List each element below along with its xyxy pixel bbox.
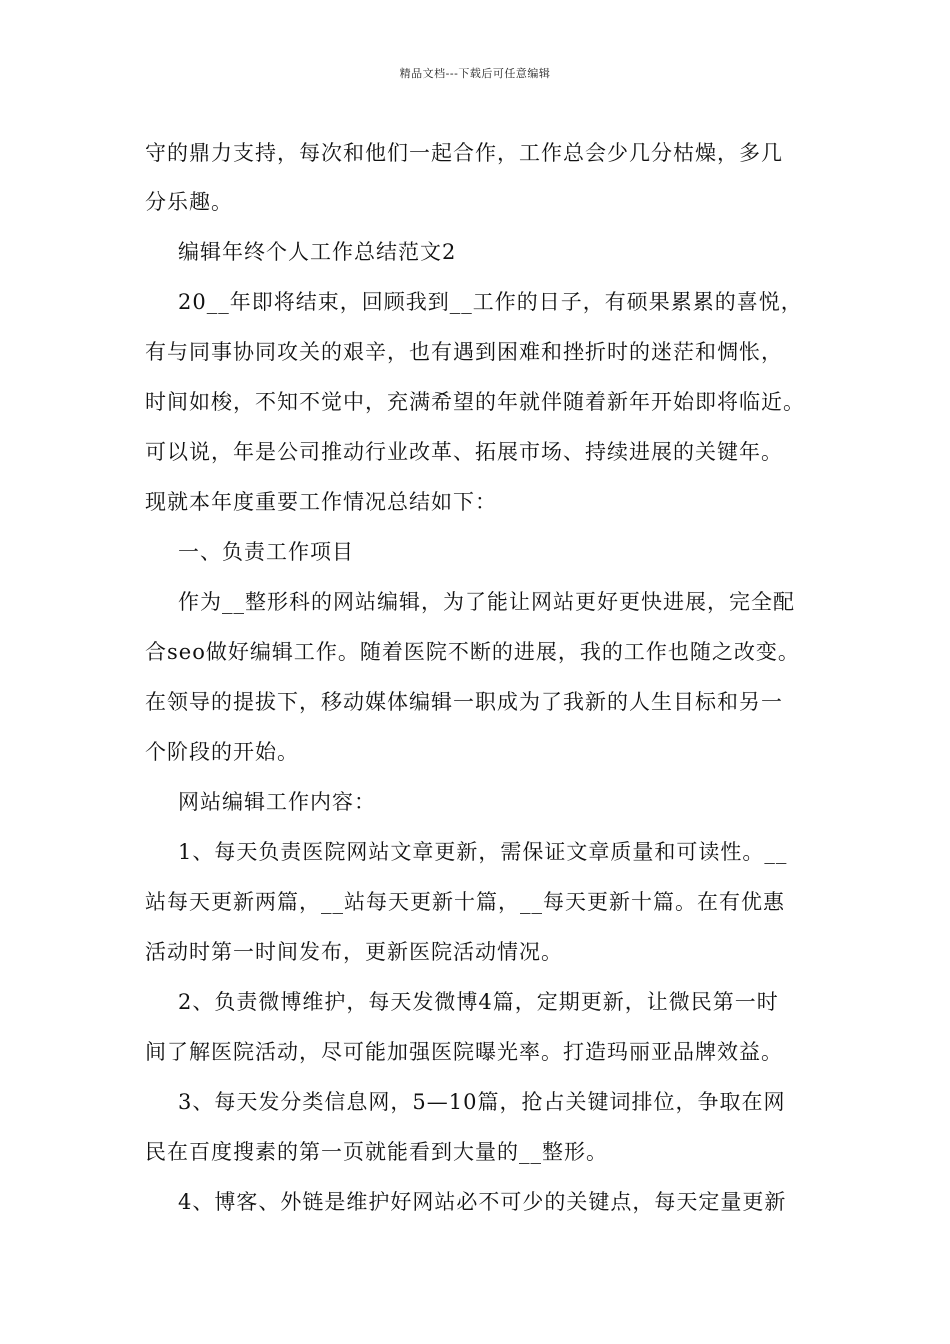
subheading: 网站编辑工作内容： [178,790,376,814]
list-item: 3、每天发分类信息网，5—10篇，抢占关键词排位，争取在网 [178,1090,786,1114]
text-line: 活动时第一时间发布，更新医院活动情况。 [145,940,563,964]
text-line: 20__年即将结束，回顾我到__工作的日子，有硕果累累的喜悦， [178,290,803,314]
text-line: 作为__整形科的网站编辑，为了能让网站更好更快进展，完全配 [178,590,795,614]
section-title: 编辑年终个人工作总结范文2 [178,240,457,264]
text-line: 有与同事协同攻关的艰辛，也有遇到困难和挫折时的迷茫和惆怅， [145,340,783,364]
text-line: 间了解医院活动，尽可能加强医院曝光率。打造玛丽亚品牌效益。 [145,1040,783,1064]
text-line: 可以说，年是公司推动行业改革、拓展市场、持续进展的关键年。 [145,440,783,464]
text-line: 守的鼎力支持，每次和他们一起合作，工作总会少几分枯燥，多几 [145,141,783,165]
text-line: 站每天更新两篇，__站每天更新十篇，__每天更新十篇。在有优惠 [145,890,785,914]
section-heading: 一、负责工作项目 [178,540,354,564]
list-item: 1、每天负责医院网站文章更新，需保证文章质量和可读性。__ [178,840,788,864]
page-header: 精品文档---下载后可任意编辑 [399,67,551,80]
text-line: 民在百度搜素的第一页就能看到大量的__整形。 [145,1140,608,1164]
text-line: 分乐趣。 [145,190,233,214]
text-line: 合seo做好编辑工作。随着医院不断的进展，我的工作也随之改变。 [145,640,800,664]
list-item: 2、负责微博维护，每天发微博4篇，定期更新，让微民第一时 [178,990,779,1014]
text-line: 时间如梭，不知不觉中，充满希望的年就伴随着新年开始即将临近。 [145,390,805,414]
text-line: 在领导的提拔下，移动媒体编辑一职成为了我新的人生目标和另一 [145,690,783,714]
text-line: 个阶段的开始。 [145,740,299,764]
text-line: 现就本年度重要工作情况总结如下： [145,490,497,514]
list-item: 4、博客、外链是维护好网站必不可少的关键点，每天定量更新 [178,1190,787,1214]
